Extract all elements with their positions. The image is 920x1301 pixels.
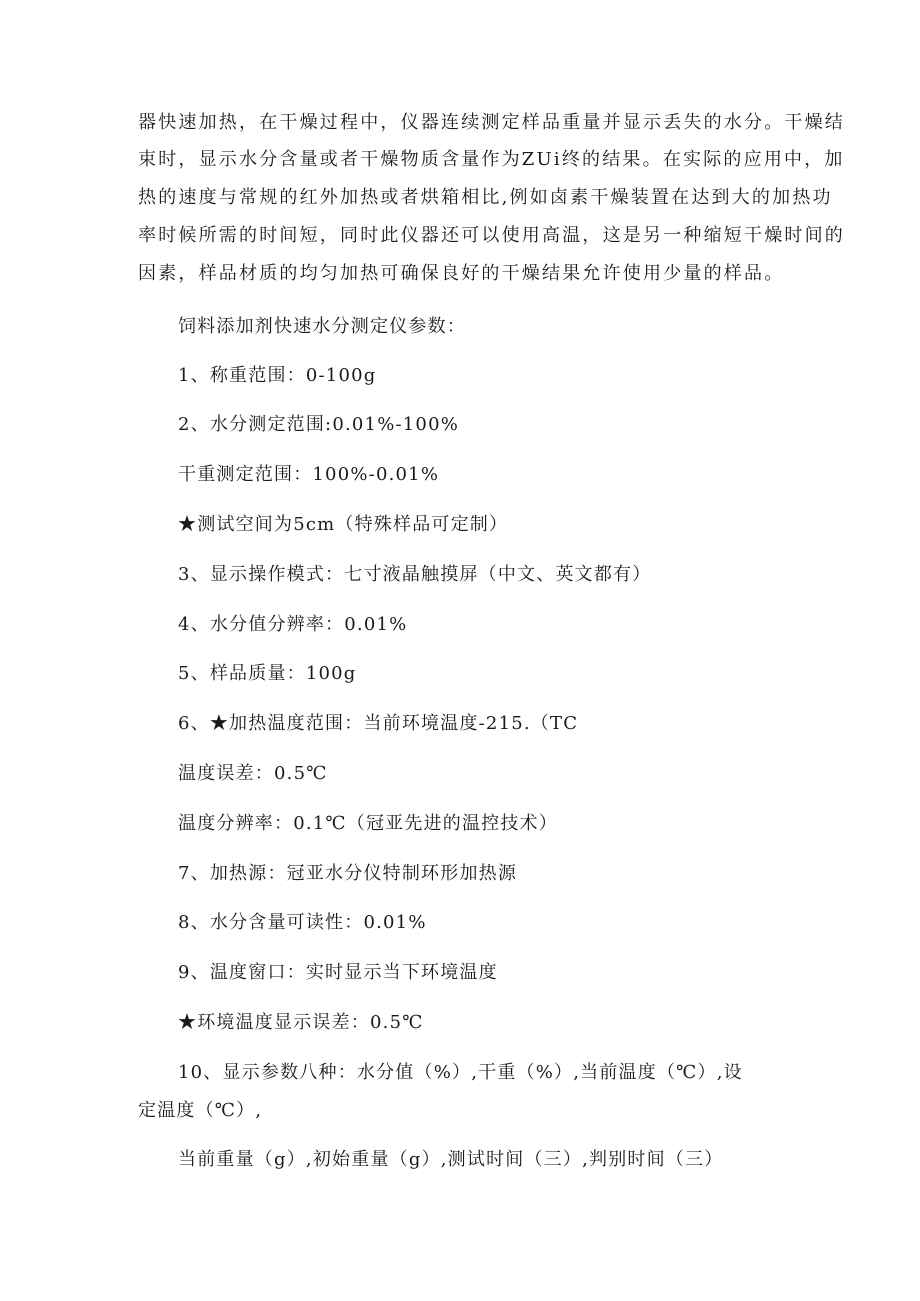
- param-moisture-readability: 8、水分含量可读性：0.01%: [178, 912, 427, 933]
- param-ambient-temp-error: ★环境温度显示误差：0.5℃: [178, 1012, 424, 1033]
- param-heat-source: 7、加热源：冠亚水分仪特制环形加热源: [178, 863, 518, 884]
- param-dry-weight-range: 干重测定范围：100%-0.01%: [178, 464, 440, 485]
- intro-line-3: 热的速度与常规的红外加热或者烘箱相比,例如卤素干燥装置在达到大的加热功: [138, 187, 833, 208]
- param-display-params-cont: 定温度（℃）,: [138, 1100, 263, 1121]
- section-title: 饲料添加剂快速水分测定仪参数：: [178, 316, 466, 337]
- param-weighing-range: 1、称重范围：0-100g: [178, 365, 377, 386]
- param-temperature-window: 9、温度窗口：实时显示当下环境温度: [178, 962, 498, 983]
- param-temperature-resolution: 温度分辨率：0.1℃（冠亚先进的温控技术）: [178, 813, 558, 834]
- param-moisture-range: 2、水分测定范围:0.01%-100%: [178, 414, 460, 435]
- param-sample-mass: 5、样品质量：100g: [178, 663, 357, 684]
- param-temperature-error: 温度误差：0.5℃: [178, 763, 328, 784]
- param-heating-range: 6、★加热温度范围：当前环境温度-215.（TC: [178, 713, 579, 734]
- intro-line-1: 器快速加热，在干燥过程中，仪器连续测定样品重量并显示丢失的水分。干燥结: [138, 112, 845, 133]
- param-display-params: 10、显示参数八种：水分值（%）,干重（%）,当前温度（℃）,设: [178, 1062, 743, 1083]
- intro-line-4: 率时候所需的时间短，同时此仪器还可以使用高温，这是另一种缩短干燥时间的: [138, 225, 845, 246]
- param-display-mode: 3、显示操作模式：七寸液晶触摸屏（中文、英文都有）: [178, 564, 652, 585]
- param-display-params-extra: 当前重量（g）,初始重量（g）,测试时间（三）,判别时间（三）: [178, 1149, 724, 1170]
- intro-line-2: 束时，显示水分含量或者干燥物质含量作为ZUi终的结果。在实际的应用中，加: [138, 149, 845, 170]
- param-moisture-resolution: 4、水分值分辨率：0.01%: [178, 614, 408, 635]
- param-test-space: ★测试空间为5cm（特殊样品可定制）: [178, 514, 509, 535]
- intro-line-5: 因素，样品材质的均匀加热可确保良好的干燥结果允许使用少量的样品。: [138, 263, 785, 284]
